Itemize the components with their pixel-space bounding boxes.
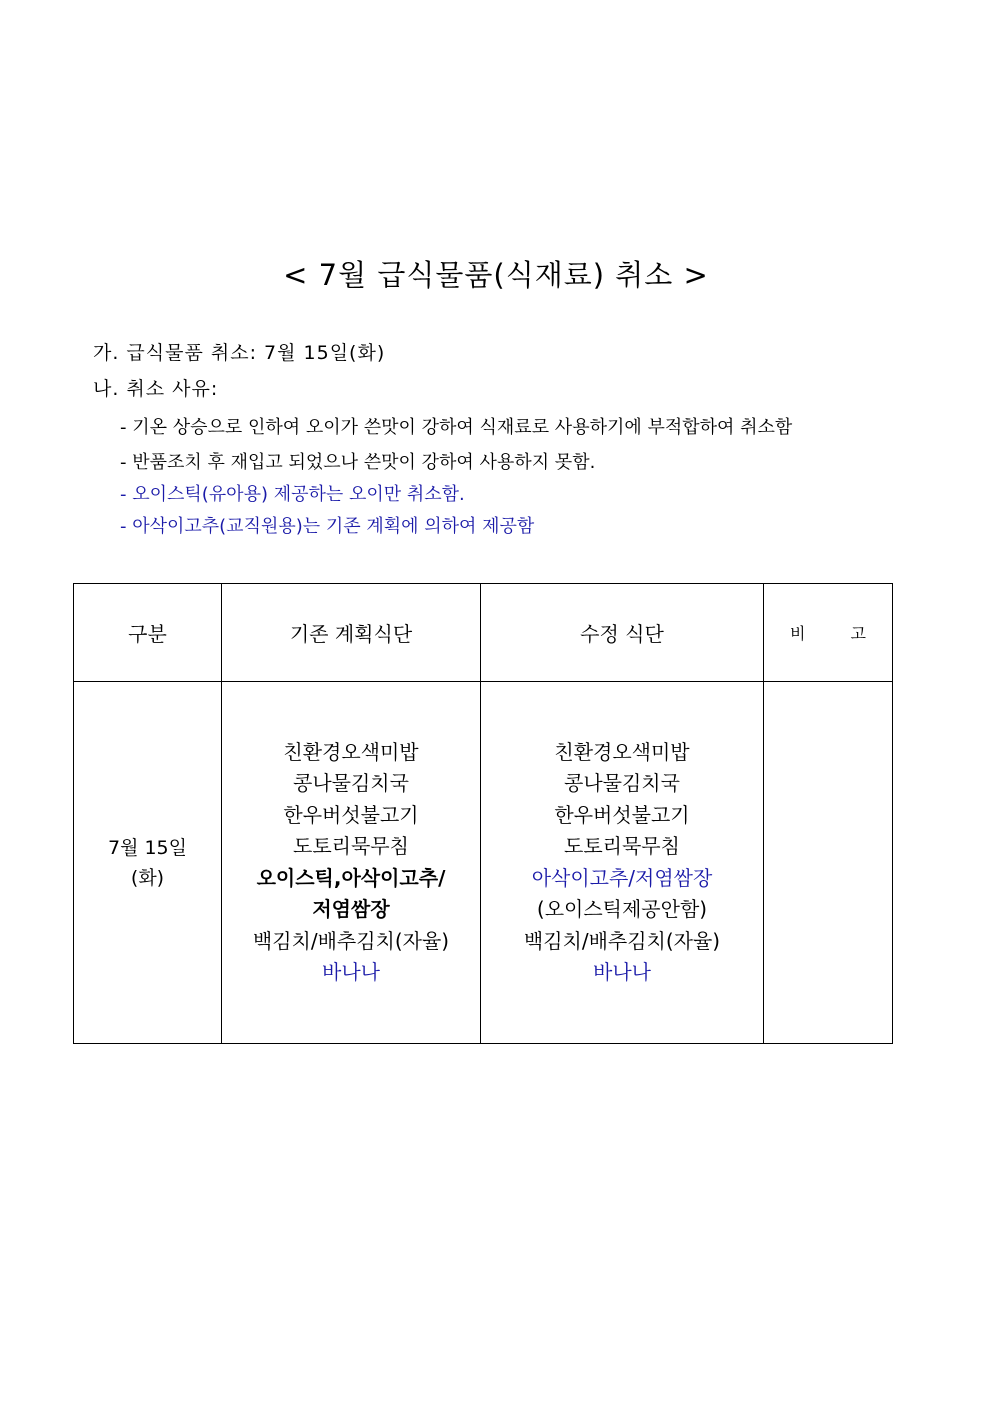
reason-item: - 기온 상승으로 인하여 오이가 쓴맛이 강하여 식재료로 사용하기에 부적합하여 취소함: [120, 417, 793, 438]
original-menu-list: [222, 737, 480, 989]
menu-table: [73, 583, 893, 1044]
menu-item: 바나나: [593, 960, 651, 984]
menu-item: 한우버섯불고기: [283, 802, 419, 827]
weekday-text: (화): [130, 866, 165, 889]
menu-item: 한우버섯불고기: [554, 802, 690, 827]
header-original-menu: 기존 계획식단: [222, 584, 481, 682]
menu-item: 저염쌈장: [312, 897, 390, 921]
header-category: 구분: [74, 584, 222, 682]
menu-item: 바나나: [322, 960, 380, 984]
menu-item: 콩나물김치국: [564, 771, 680, 795]
section-cancel-reason: 나. 취소 사유:: [93, 378, 219, 400]
document-title: < 7월 급식물품(식재료) 취소 >: [283, 258, 709, 292]
revised-menu-cell: [481, 682, 764, 1044]
revised-menu-list: [481, 737, 763, 989]
original-menu-cell: [222, 682, 481, 1044]
date-cell: [74, 682, 222, 1044]
menu-item: 도토리묵무침: [293, 834, 409, 858]
menu-item: 백김치/배추김치(자율): [252, 928, 450, 953]
menu-item: 콩나물김치국: [293, 771, 409, 795]
menu-item: 도토리묵무침: [564, 834, 680, 858]
section-cancel-date: 가. 급식물품 취소: 7월 15일(화): [93, 342, 386, 364]
header-note: 비 고: [764, 584, 893, 682]
table-row: [74, 682, 893, 1044]
menu-item: 백김치/배추김치(자율): [523, 928, 721, 953]
reason-item-highlight: - 오이스틱(유아용) 제공하는 오이만 취소함.: [120, 484, 465, 505]
menu-item: 오이스틱,아삭이고추/: [256, 865, 446, 890]
header-revised-menu: 수정 식단: [481, 584, 764, 682]
note-cell: [764, 682, 893, 1044]
menu-item: (오이스틱제공안함): [536, 897, 708, 921]
menu-item: 아삭이고추/저염쌈장: [531, 865, 713, 890]
table-header-row: [74, 584, 893, 682]
menu-item: 친환경오색미밥: [283, 739, 419, 764]
reason-item: - 반품조치 후 재입고 되었으나 쓴맛이 강하여 사용하지 못함.: [120, 452, 596, 473]
date-text: 7월 15일: [107, 836, 187, 859]
reason-item-highlight: - 아삭이고추(교직원용)는 기존 계획에 의하여 제공함: [120, 516, 535, 537]
menu-item: 친환경오색미밥: [554, 739, 690, 764]
